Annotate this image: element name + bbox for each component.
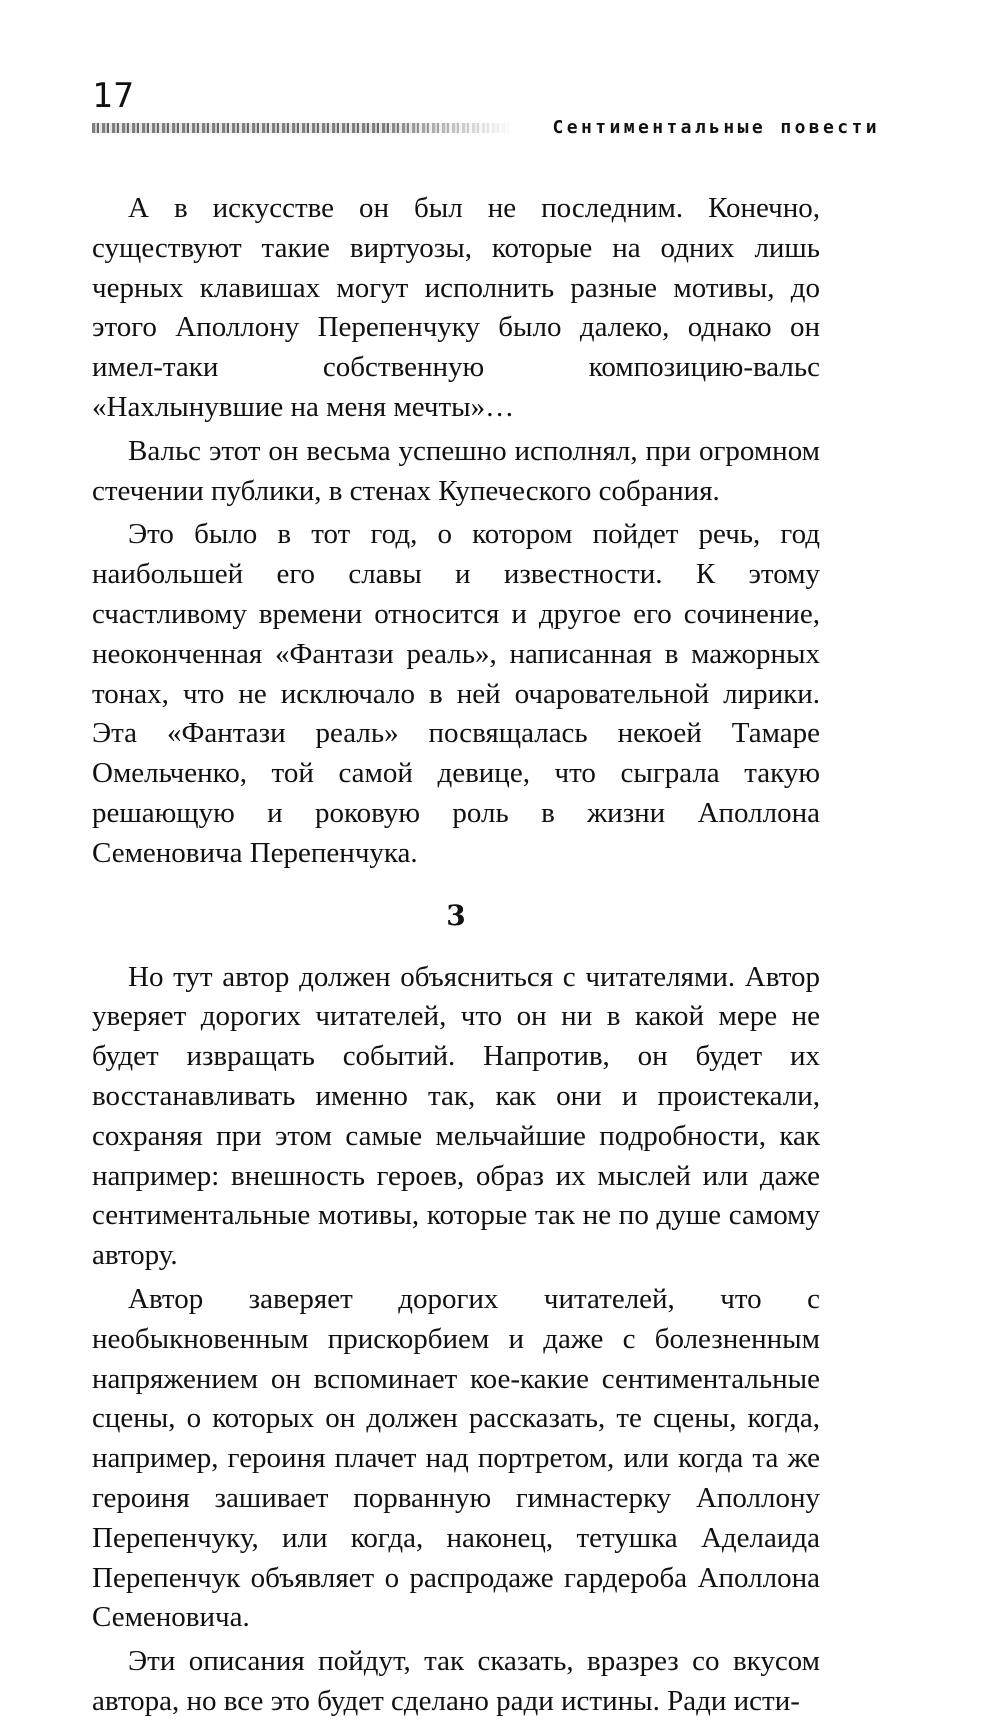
paragraph: Вальс этот он весьма успешно исполнял, при огромном стечении публики, в стенах Купеческого собрания.	[92, 434, 820, 507]
paragraph: Это было в тот год, о котором пойдет речь, год наибольшей его славы и известности. К этому счастливому времени относится и другое его сочинение, неоконченная «Фантази реаль», написанная в мажорных тонах, что не исключало в ней очаровательной лирики. Эта «Фантази реаль» посвящалась некоей Тамаре Омельченко, той самой девице, что сыграла такую решающую и роковую роль в жизни Аполлона Семеновича Перепенчука.	[92, 518, 820, 869]
paragraph: Эти описания пойдут, так сказать, вразрез со вкусом автора, но все это будет сделано ради истины. Ради исти-	[92, 1645, 820, 1717]
chapter-number: 3	[446, 898, 466, 932]
running-title: Сентиментальные повести	[552, 117, 880, 138]
paragraph: Автор заверяет дорогих читателей, что с необыкновенным прискорбием и даже с болезненным напряжением он вспоминает кое-какие сентиментальные сцены, о которых он должен рассказать, те сцены, когда, например, героиня плачет над портретом, или когда та же героиня зашивает порванную гимнастерку Аполлону Перепенчуку, или когда, наконец, тетушка Аделаида Перепенчук объявляет о распродаже гардероба Аполлона Семеновича.	[92, 1282, 820, 1634]
header-ornament-rule	[92, 123, 512, 133]
paragraph: Но тут автор должен объясниться с читателями. Автор уверяет дорогих читателей, что он ни в какой мере не будет извращать событий. Напротив, он будет их восстанавливать именно так, как они и проистекали, сохраняя при этом самые мельчайшие подробности, как например: внешность героев, образ их мыслей или даже сентиментальные мотивы, которые так не по душе самому автору.	[92, 960, 820, 1272]
body-text	[92, 189, 820, 1722]
paragraph: А в искусстве он был не последним. Конечно, существуют такие виртуозы, которые на одних лишь черных клавишах могут исполнить разные мотивы, до этого Аполлону Перепенчуку было далеко, однако он имел-таки собственную композицию-вальс «Нахлынувшие на меня мечты»…	[92, 192, 820, 423]
page-number: 17	[92, 76, 135, 116]
